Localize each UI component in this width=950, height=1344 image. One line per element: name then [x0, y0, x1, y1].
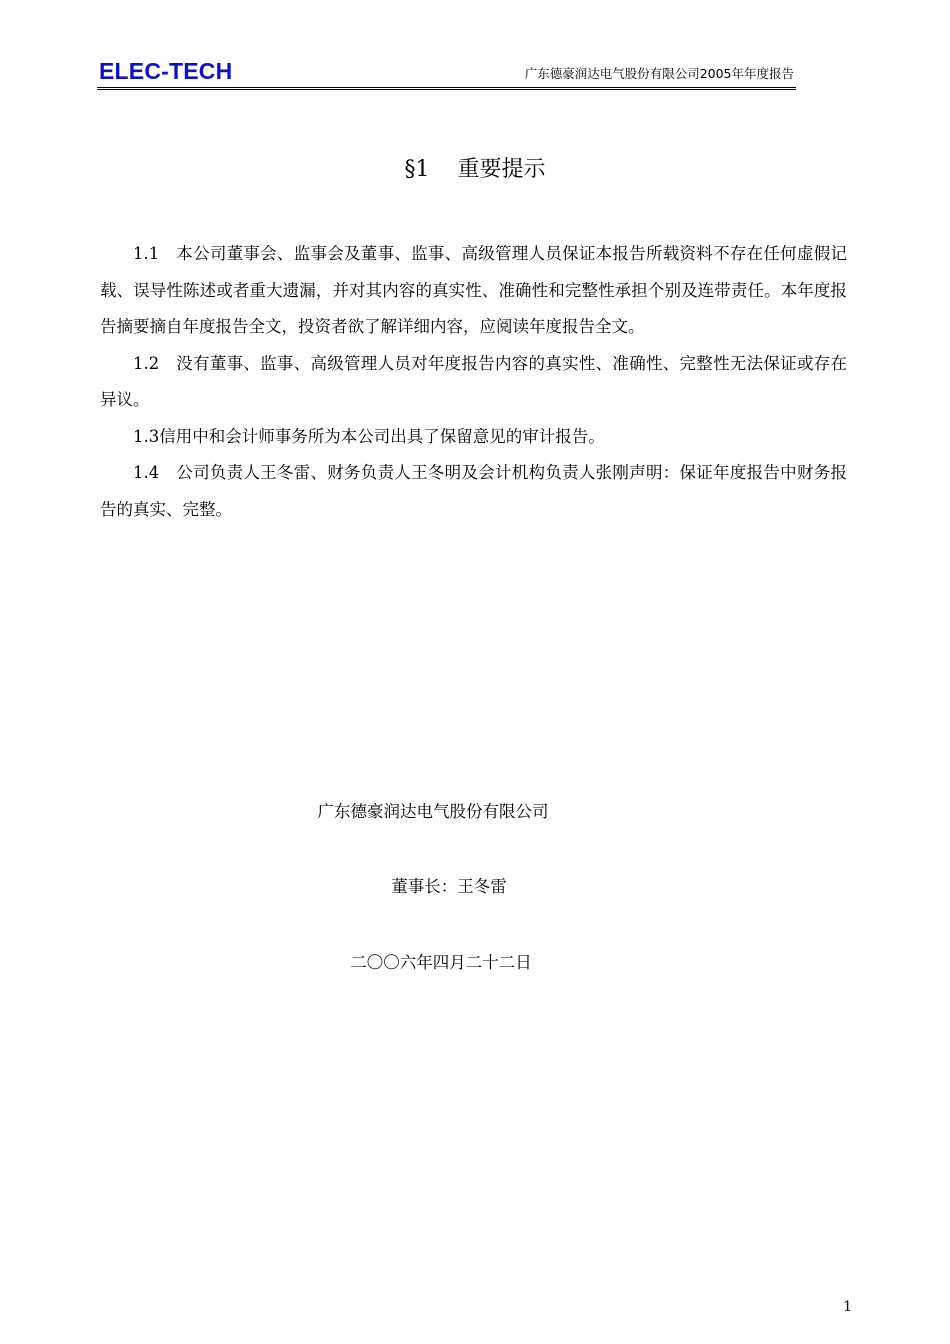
- company-logo: ELEC-TECH: [99, 58, 233, 84]
- signoff-company: 广东德豪润达电气股份有限公司: [317, 802, 549, 821]
- signoff-date: 二〇〇六年四月二十二日: [350, 953, 532, 972]
- notice-body: [100, 236, 847, 528]
- report-header-title: 广东德豪润达电气股份有限公司2005年年度报告: [524, 66, 794, 81]
- section-heading: [0, 155, 950, 185]
- notice-paragraph-1-1: 1.1 本公司董事会、监事会及董事、监事、高级管理人员保证本报告所载资料不存在任何虚假记载、误导性陈述或者重大遗漏，并对其内容的真实性、准确性和完整性承担个别及连带责任。本年度报告摘要摘自年度报告全文，投资者欲了解详细内容，应阅读年度报告全文。: [100, 244, 847, 336]
- notice-paragraph-1-2: 1.2 没有董事、监事、高级管理人员对年度报告内容的真实性、准确性、完整性无法保证或存在异议。: [100, 353, 847, 409]
- signoff-chairman: 董事长：王冬雷: [391, 877, 507, 896]
- notice-paragraph-1-3: 1.3信用中和会计师事务所为本公司出具了保留意见的审计报告。: [133, 426, 605, 446]
- section-number: §1: [404, 157, 430, 182]
- page-number: 1: [843, 1299, 852, 1315]
- section-title: 重要提示: [457, 157, 546, 182]
- header-divider-secondary: [97, 89, 796, 90]
- header-divider: [97, 87, 796, 88]
- notice-paragraph-1-4: 1.4 公司负责人王冬雷、财务负责人王冬明及会计机构负责人张刚声明：保证年度报告中财务报告的真实、完整。: [100, 463, 847, 519]
